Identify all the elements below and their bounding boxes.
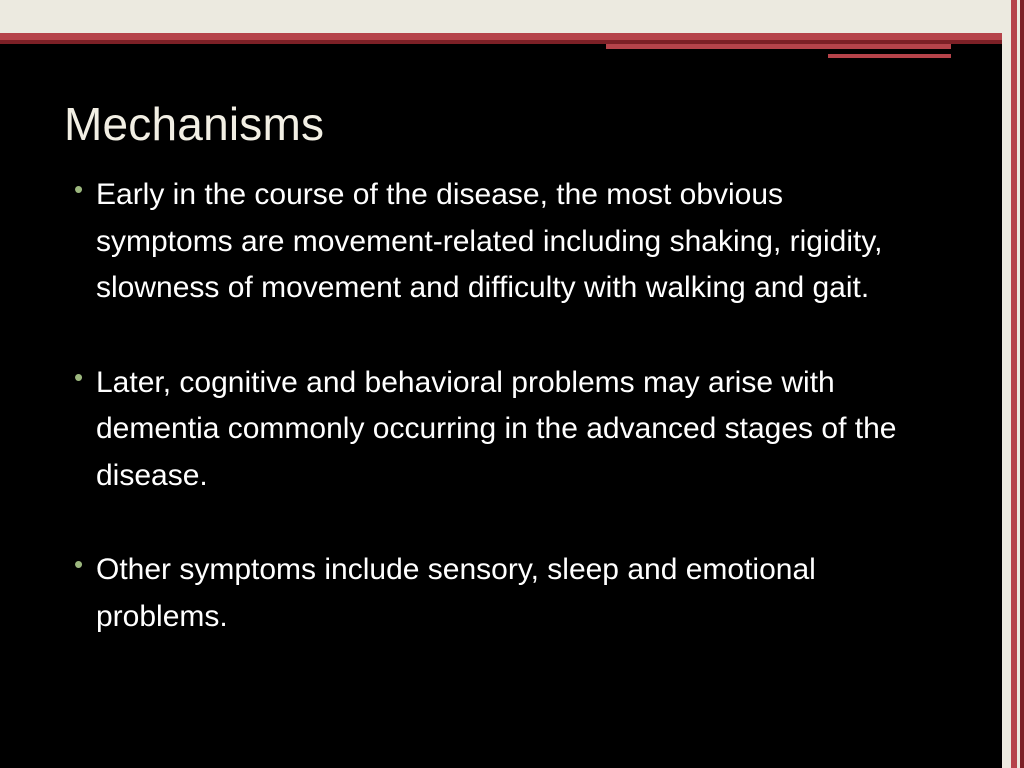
top-red-rule bbox=[0, 33, 1024, 40]
bullet-point-icon: • bbox=[74, 174, 84, 204]
right-red-accent bbox=[1011, 0, 1017, 768]
bullet-list bbox=[68, 172, 948, 640]
header-decoration-left bbox=[0, 44, 606, 53]
page-title: Mechanisms bbox=[64, 97, 325, 150]
list-item-text: Later, cognitive and behavioral problems may arise with dementia commonly occurring in the advanced stages of the disease. bbox=[96, 365, 897, 492]
list-item bbox=[68, 547, 948, 640]
top-decoration-band bbox=[0, 0, 1024, 33]
list-item bbox=[68, 172, 948, 312]
right-dark-red-accent bbox=[1020, 0, 1024, 768]
header-decoration-right bbox=[951, 44, 1002, 58]
list-item-text: Early in the course of the disease, the most obvious symptoms are movement-related including shaking, rigidity, slowness of movement and difficulty with walking and gait. bbox=[96, 178, 883, 304]
list-item bbox=[68, 360, 948, 500]
bullet-point-icon: • bbox=[74, 549, 84, 579]
list-item-text: Other symptoms include sensory, sleep and emotional problems. bbox=[96, 553, 816, 633]
bottom-left-notch bbox=[0, 746, 60, 768]
bullet-point-icon: • bbox=[74, 361, 84, 392]
header-decoration-red-bar-small bbox=[828, 54, 951, 58]
